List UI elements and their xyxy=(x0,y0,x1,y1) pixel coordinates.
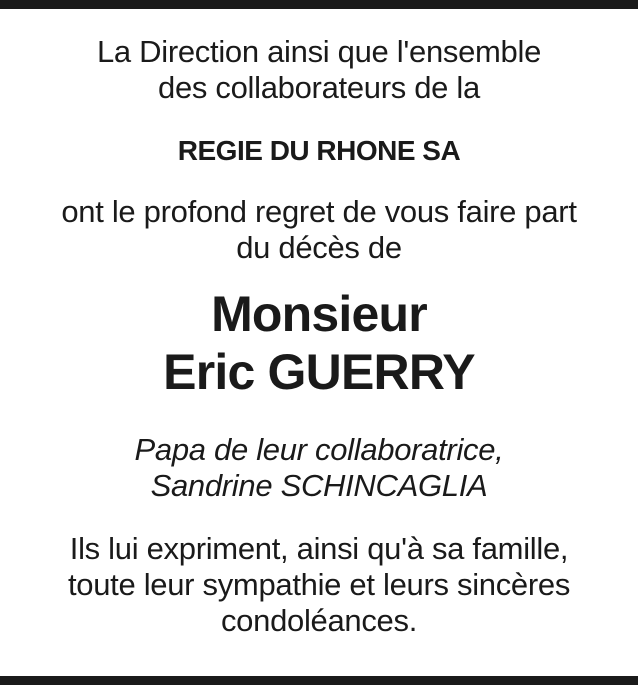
intro-line-1: La Direction ainsi que l'ensemble xyxy=(96,34,542,69)
relation-text xyxy=(0,432,638,504)
sympathy-line-2: toute leur sympathie et leurs sincères xyxy=(67,567,571,602)
regret-text xyxy=(0,194,638,266)
company-name xyxy=(0,133,638,169)
deceased-full-name: Eric GUERRY xyxy=(163,344,475,400)
deceased-name xyxy=(0,285,638,401)
relation-line-1: Papa de leur collaboratrice, xyxy=(134,432,504,467)
bottom-border-rule xyxy=(0,676,638,685)
deceased-title: Monsieur xyxy=(211,286,427,342)
regret-line-2: du décès de xyxy=(236,230,402,265)
intro-text xyxy=(0,34,638,106)
sympathy-text xyxy=(0,531,638,639)
sympathy-line-3: condoléances. xyxy=(220,603,418,638)
sympathy-line-1: Ils lui expriment, ainsi qu'à sa famille, xyxy=(69,531,569,566)
regret-line-1: ont le profond regret de vous faire part xyxy=(61,194,577,229)
relation-line-2: Sandrine SCHINCAGLIA xyxy=(150,468,488,503)
intro-line-2: des collaborateurs de la xyxy=(158,70,480,105)
company-name-text: REGIE DU RHONE SA xyxy=(177,135,461,166)
